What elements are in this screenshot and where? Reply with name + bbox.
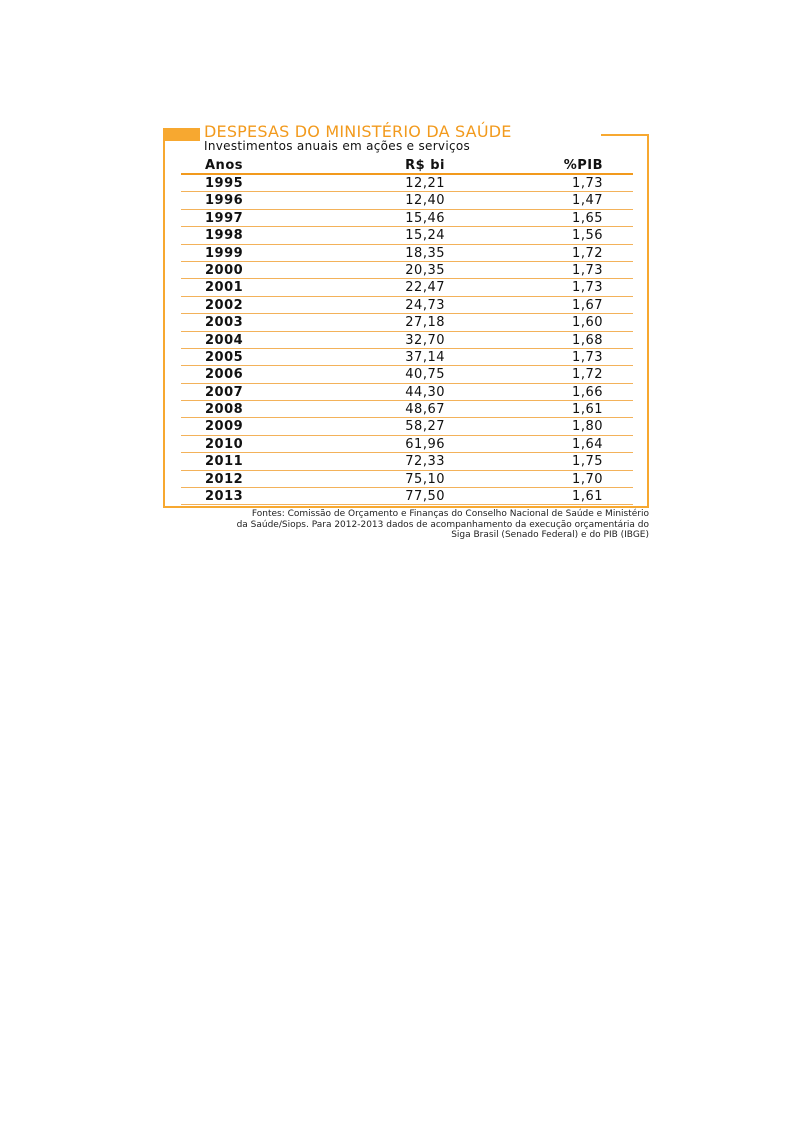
pib-cell: 1,73: [572, 349, 603, 365]
table-row: [181, 384, 633, 401]
sources-line: da Saúde/Siops. Para 2012-2013 dados de acompanhamento da execução orçamentária do: [236, 519, 649, 530]
year-cell: 2004: [205, 332, 244, 348]
year-cell: 2006: [205, 367, 244, 383]
year-cell: 2013: [205, 489, 244, 505]
table-row: [181, 175, 633, 192]
table-row: [181, 245, 633, 262]
pib-cell: 1,73: [572, 176, 603, 191]
data-table: [181, 157, 633, 505]
table-row: [181, 332, 633, 349]
rs-bi-cell: 15,46: [405, 210, 445, 226]
year-cell: 2002: [205, 297, 244, 313]
pib-cell: 1,72: [572, 367, 603, 383]
year-cell: 1999: [205, 245, 244, 261]
rs-bi-cell: 20,35: [405, 262, 445, 278]
year-cell: 2012: [205, 471, 244, 487]
table-row: [181, 262, 633, 279]
header-pib: %PIB: [563, 158, 603, 173]
rs-bi-cell: 15,24: [405, 228, 445, 244]
tab-block: [163, 128, 200, 141]
rs-bi-cell: 22,47: [405, 280, 445, 296]
rs-bi-cell: 72,33: [405, 454, 445, 470]
header-anos: Anos: [205, 158, 243, 173]
pib-cell: 1,47: [572, 193, 603, 209]
year-cell: 2009: [205, 419, 244, 435]
pib-cell: 1,64: [572, 436, 603, 452]
rs-bi-cell: 32,70: [405, 332, 445, 348]
rs-bi-cell: 18,35: [405, 245, 445, 261]
year-cell: 2005: [205, 349, 244, 365]
pib-cell: 1,65: [572, 210, 603, 226]
pib-cell: 1,61: [572, 489, 603, 505]
year-cell: 1996: [205, 193, 244, 209]
year-cell: 2010: [205, 436, 244, 452]
pib-cell: 1,70: [572, 471, 603, 487]
rs-bi-cell: 24,73: [405, 297, 445, 313]
pib-cell: 1,60: [572, 315, 603, 331]
frame-bottom: [163, 506, 649, 508]
rs-bi-cell: 58,27: [405, 419, 445, 435]
rs-bi-cell: 37,14: [405, 349, 445, 365]
pib-cell: 1,73: [572, 280, 603, 296]
rs-bi-cell: 12,21: [405, 176, 445, 191]
rs-bi-cell: 61,96: [405, 436, 445, 452]
rs-bi-cell: 40,75: [405, 367, 445, 383]
frame-left: [163, 136, 165, 507]
year-cell: 2011: [205, 454, 244, 470]
year-cell: 2003: [205, 315, 244, 331]
sources-line: Fontes: Comissão de Orçamento e Finanças do Conselho Nacional de Saúde e Ministério: [251, 509, 649, 519]
table-row: [181, 192, 633, 209]
table-row: [181, 349, 633, 366]
table-row: [181, 210, 633, 227]
pib-cell: 1,56: [572, 228, 603, 244]
table-row: [181, 488, 633, 505]
table-header-row: [181, 157, 633, 175]
rs-bi-cell: 44,30: [405, 384, 445, 400]
table-row: [181, 471, 633, 488]
pib-cell: 1,61: [572, 402, 603, 418]
frame-right: [647, 134, 649, 508]
frame-top: [601, 134, 649, 136]
pib-cell: 1,73: [572, 262, 603, 278]
sources-note: [175, 509, 649, 541]
rs-bi-cell: 12,40: [405, 193, 445, 209]
rs-bi-cell: 27,18: [405, 315, 445, 331]
table-subtitle: Investimentos anuais em ações e serviços: [204, 139, 471, 153]
year-cell: 2001: [205, 280, 244, 296]
pib-cell: 1,68: [572, 332, 603, 348]
table-row: [181, 366, 633, 383]
header-rs-bi: R$ bi: [405, 158, 445, 173]
pib-cell: 1,72: [572, 245, 603, 261]
year-cell: 2008: [205, 402, 244, 418]
year-cell: 2007: [205, 384, 244, 400]
table-row: [181, 279, 633, 296]
rs-bi-cell: 77,50: [405, 489, 445, 505]
year-cell: 1997: [205, 210, 244, 226]
year-cell: 2000: [205, 262, 244, 278]
rs-bi-cell: 48,67: [405, 402, 445, 418]
table-row: [181, 436, 633, 453]
table-row: [181, 401, 633, 418]
year-cell: 1998: [205, 228, 244, 244]
pib-cell: 1,80: [572, 419, 603, 435]
pib-cell: 1,75: [572, 454, 603, 470]
table-row: [181, 297, 633, 314]
pib-cell: 1,66: [572, 384, 603, 400]
table-title: DESPESAS DO MINISTÉRIO DA SAÚDE: [204, 122, 512, 141]
table-row: [181, 453, 633, 470]
year-cell: 1995: [205, 176, 244, 191]
table-row: [181, 227, 633, 244]
table-row: [181, 418, 633, 435]
sources-line: Siga Brasil (Senado Federal) e do PIB (IBGE): [451, 530, 649, 540]
pib-cell: 1,67: [572, 297, 603, 313]
table-row: [181, 314, 633, 331]
rs-bi-cell: 75,10: [405, 471, 445, 487]
